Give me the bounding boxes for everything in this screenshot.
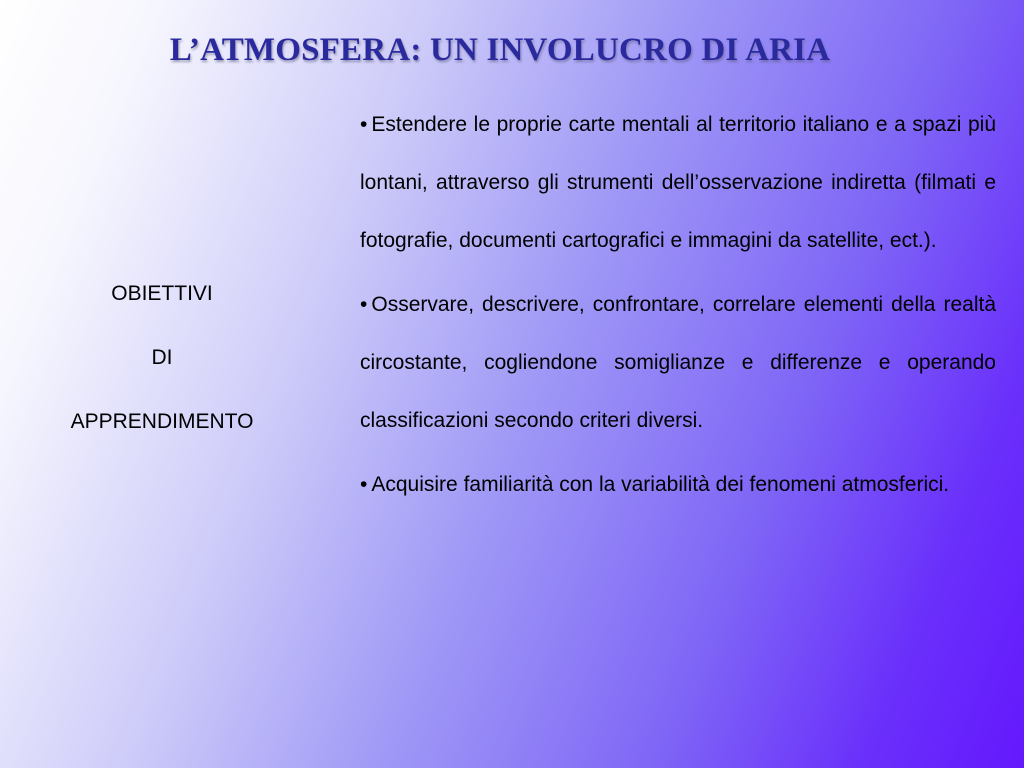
section-label-line-1: OBIETTIVI — [111, 282, 213, 305]
objectives-list — [360, 96, 996, 514]
slide-title: L’ATMOSFERA: UN INVOLUCRO DI ARIA — [169, 32, 831, 68]
objective-text: Acquisire familiarità con la variabilità dei fenomeni atmosferici. — [371, 473, 950, 496]
bullet-icon: • — [360, 113, 368, 136]
objective-item — [360, 276, 996, 450]
section-label — [30, 262, 294, 454]
section-label-line-3: APPRENDIMENTO — [70, 410, 254, 433]
objective-item — [360, 456, 996, 514]
objective-item — [360, 96, 996, 270]
bullet-icon: • — [360, 473, 368, 496]
section-label-line-2: DI — [151, 346, 173, 369]
objective-text: Osservare, descrivere, confrontare, correlare elementi della realtà circostante, cogliendone somiglianze e differenze e operando classificazioni secondo criteri diversi. — [360, 293, 996, 432]
objective-text: Estendere le proprie carte mentali al territorio italiano e a spazi più lontani, attraverso gli strumenti dell’osservazione indiretta (filmati e fotografie, documenti cartografici e immagini da satellite, ect.). — [360, 113, 996, 252]
bullet-icon: • — [360, 293, 368, 316]
